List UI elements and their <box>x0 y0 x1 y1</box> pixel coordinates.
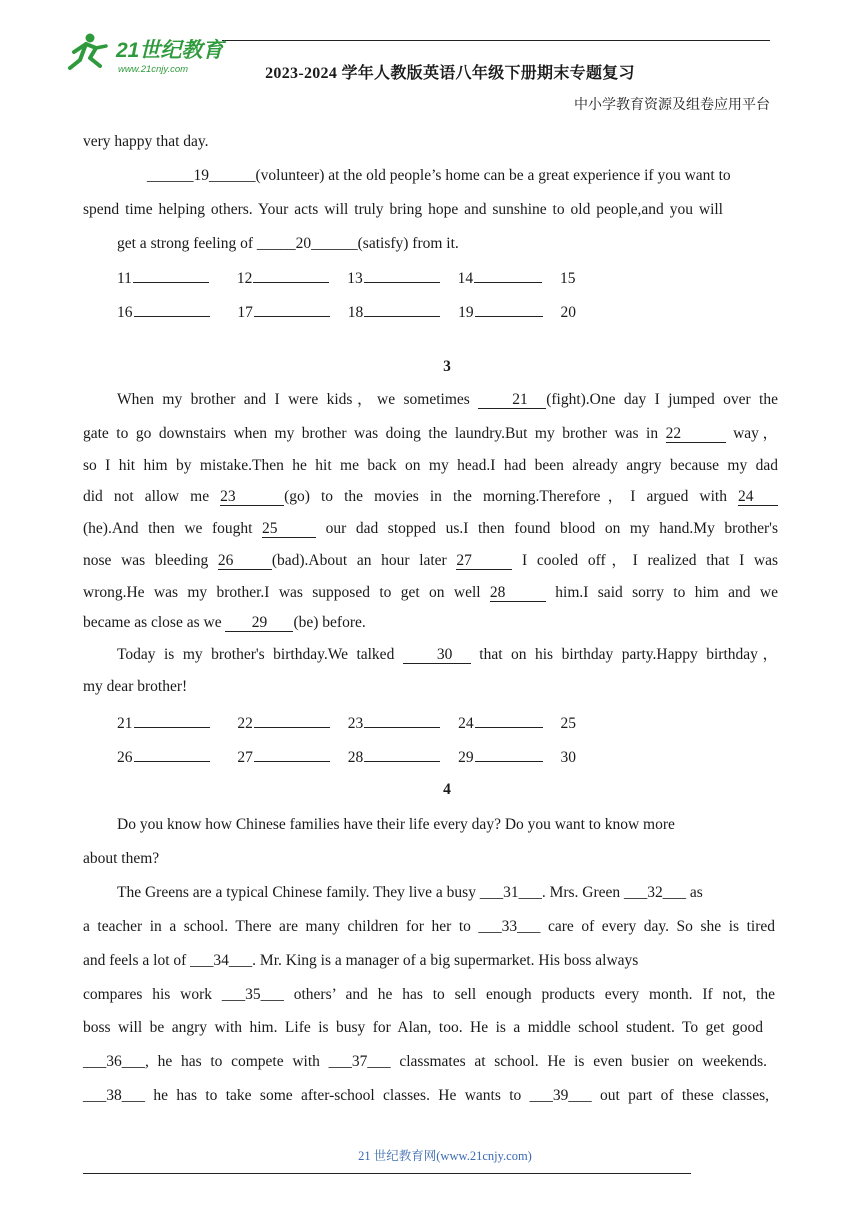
logo-text: 21世纪教育 <box>116 39 224 62</box>
answer-number: 28 <box>347 749 364 766</box>
answer-blank[interactable] <box>254 713 330 728</box>
answer-number: 25 <box>560 715 576 732</box>
paragraph-line: nose was bleeding 26 (bad).About an hour later 27 I cooled off，I realized that I was <box>83 552 779 569</box>
blank-29: 29 <box>225 615 293 632</box>
answer-blank[interactable] <box>364 713 440 728</box>
answer-number: 29 <box>458 749 474 766</box>
answer-blank[interactable] <box>364 302 440 317</box>
answer-number: 22 <box>237 715 253 732</box>
document-title: 2023-2024 学年人教版英语八年级下册期末专题复习 <box>265 65 635 82</box>
paragraph-line: Today is my brother's birthday.We talked 30 that on his birthday party.Happy birthday， <box>117 646 778 663</box>
answer-number: 23 <box>347 715 364 732</box>
paragraph-line: and feels a lot of ___34___. Mr. King is a manager of a big supermarket. His boss always <box>83 952 639 969</box>
footer-rule <box>83 1173 691 1174</box>
paragraph-line: spend time helping others. Your acts will truly bring hope and sunshine to old people,and you will <box>83 201 723 218</box>
section-number: 4 <box>443 781 451 798</box>
answer-blank[interactable] <box>133 268 209 283</box>
blank-23: 23 <box>220 489 284 506</box>
paragraph-line: gate to go downstairs when my brother was doing the laundry.But my brother was in 22 way， <box>83 425 779 442</box>
answer-blank[interactable] <box>475 713 543 728</box>
answer-blank[interactable] <box>364 747 440 762</box>
answer-blank[interactable] <box>134 713 210 728</box>
answer-number: 14 <box>457 270 474 287</box>
paragraph-line: The Greens are a typical Chinese family. They live a busy ___31___. Mrs. Green ___32___ as <box>117 884 703 901</box>
header-rule <box>222 40 770 41</box>
paragraph-line: boss will be angry with him. Life is busy for Alan, too. He is a middle school student. To get good <box>83 1019 763 1036</box>
answer-blank[interactable] <box>475 302 543 317</box>
answer-number: 30 <box>560 749 576 766</box>
logo-url: www.21cnjy.com <box>118 64 189 75</box>
paragraph-line: get a strong feeling of _____20______(satisfy) from it. <box>117 235 459 252</box>
answer-number: 21 <box>117 715 133 732</box>
answer-blank[interactable] <box>474 268 542 283</box>
answer-blank[interactable] <box>254 302 330 317</box>
section-number: 3 <box>443 358 451 375</box>
paragraph-line: wrong.He was my brother.I was supposed to get on well 28 him.I said sorry to him and we <box>83 584 778 601</box>
paragraph-line: my dear brother! <box>83 678 188 695</box>
answer-blank[interactable] <box>134 747 210 762</box>
paragraph-line: so I hit him by mistake.Then he hit me back on my head.I had been already angry because my dad <box>83 457 778 474</box>
footer-link[interactable]: 21 世纪教育网(www.21cnjy.com) <box>358 1149 532 1163</box>
paragraph-line: about them? <box>83 850 160 867</box>
answer-number: 26 <box>117 749 133 766</box>
paragraph-line: Do you know how Chinese families have their life every day? Do you want to know more <box>117 816 675 833</box>
answer-number: 11 <box>117 270 132 287</box>
paragraph-line: did not allow me 23 (go) to the movies in the morning.Therefore，I argued with 24 <box>83 487 778 507</box>
blank-30: 30 <box>403 647 471 664</box>
answer-row <box>117 713 576 734</box>
paragraph-line: a teacher in a school. There are many children for her to ___33___ care of every day. So she is tired <box>83 918 775 935</box>
blank-26: 26 <box>218 553 272 570</box>
answer-blank[interactable] <box>254 747 330 762</box>
answer-number: 20 <box>560 304 576 321</box>
answer-number: 17 <box>237 304 253 321</box>
blank-21: 21 <box>478 392 546 409</box>
paragraph-line: ___38___ he has to take some after-school classes. He wants to ___39___ out part of these classes, <box>83 1087 769 1104</box>
blank-22: 22 <box>666 426 726 443</box>
paragraph-line: (he).And then we fought 25 our dad stopped us.I then found blood on my hand.My brother's <box>83 520 778 537</box>
answer-number: 24 <box>458 715 474 732</box>
answer-blank[interactable] <box>475 747 543 762</box>
answer-number: 27 <box>237 749 253 766</box>
paragraph-line: When my brother and I were kids，we sometimes 21 (fight).One day I jumped over the <box>117 391 778 408</box>
answer-number: 15 <box>559 270 576 287</box>
answer-blank[interactable] <box>253 268 329 283</box>
paragraph-line: ___36___, he has to compete with ___37___ classmates at school. He is even busier on weekends. <box>83 1053 767 1070</box>
answer-row <box>117 268 575 289</box>
blank-27: 27 <box>456 553 512 570</box>
answer-number: 16 <box>117 304 133 321</box>
answer-blank[interactable] <box>364 268 440 283</box>
answer-number: 18 <box>347 304 364 321</box>
paragraph-line: very happy that day. <box>83 133 209 150</box>
blank-24: 24 <box>738 489 778 506</box>
blank-25: 25 <box>262 521 316 538</box>
answer-number: 19 <box>458 304 474 321</box>
platform-subtitle: 中小学教育资源及组卷应用平台 <box>574 98 770 113</box>
paragraph-line: became as close as we 29 (be) before. <box>83 614 366 631</box>
paragraph-line: ______19______(volunteer) at the old people’s home can be a great experience if you want to <box>147 167 731 184</box>
answer-row <box>117 302 576 323</box>
answer-row <box>117 747 576 768</box>
answer-blank[interactable] <box>134 302 210 317</box>
blank-28: 28 <box>490 585 546 602</box>
answer-number: 13 <box>347 270 363 287</box>
paragraph-line: compares his work ___35___ others’ and he has to sell enough products every month. If not, the <box>83 986 775 1003</box>
answer-number: 12 <box>236 270 253 287</box>
